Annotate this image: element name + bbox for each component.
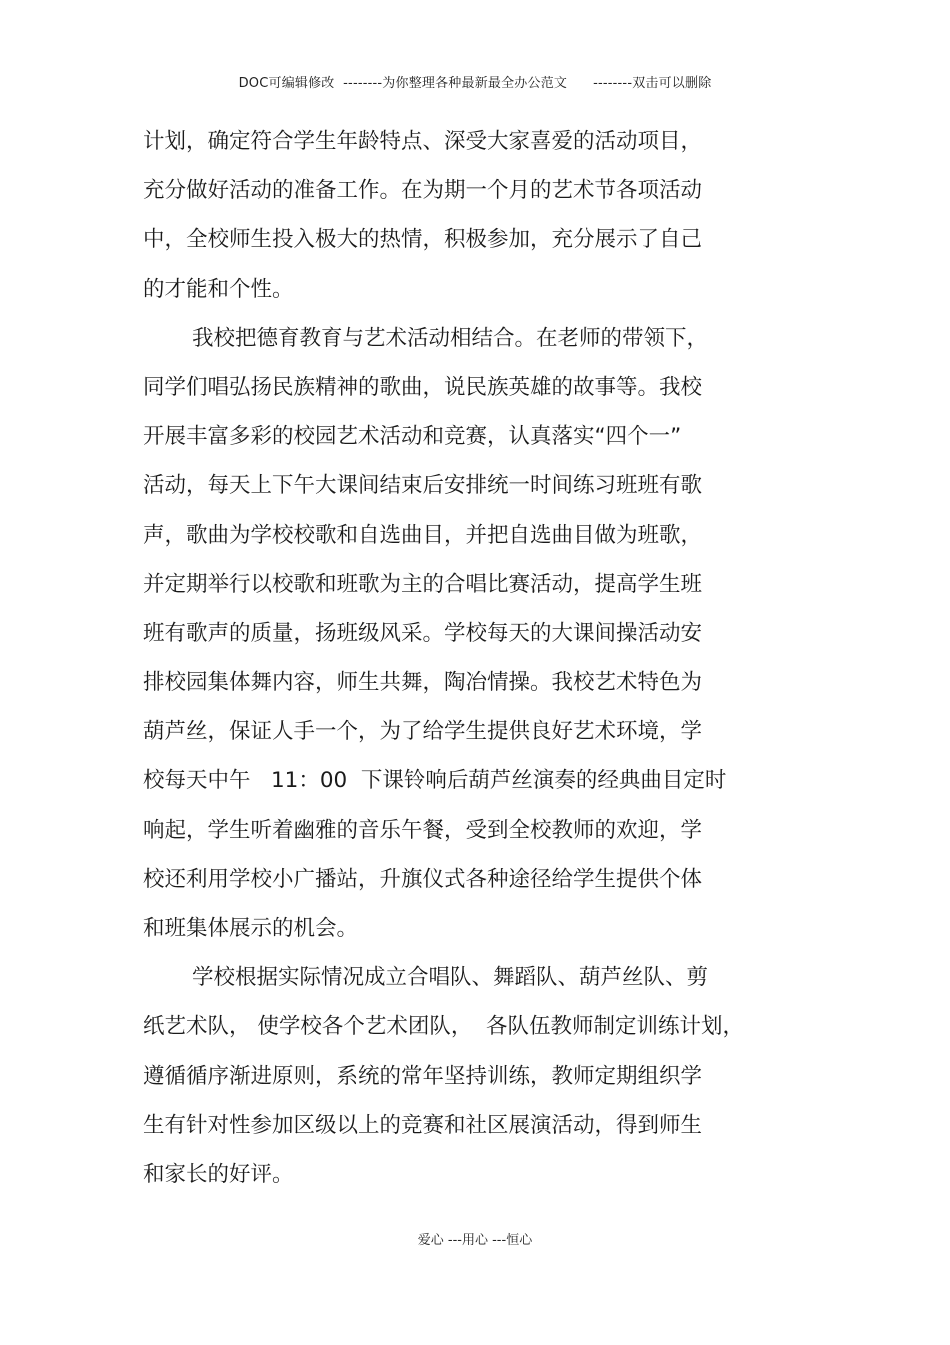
text-line: 计划，确定符合学生年龄特点、深受大家喜爱的活动项目， bbox=[143, 129, 703, 154]
text-line: 充分做好活动的准备工作。在为期一个月的艺术节各项活动 bbox=[143, 178, 703, 204]
text-line: 中，全校师生投入极大的热情，积极参加，充分展示了自己 bbox=[143, 227, 703, 253]
text-line: 的才能和个性。 bbox=[143, 276, 294, 302]
text-line: 同学们唱弘扬民族精神的歌曲，说民族英雄的故事等。我校 bbox=[143, 374, 703, 400]
text-line: 响起，学生听着幽雅的音乐午餐，受到全校教师的欢迎，学 bbox=[143, 817, 703, 843]
text-line: 开展丰富多彩的校园艺术活动和竞赛，认真落实“四个一” bbox=[143, 424, 682, 450]
text-line: 校还利用学校小广播站，升旗仪式各种途径给学生提供个体 bbox=[143, 866, 703, 892]
page-header: DOC可编辑修改 --------为你整理各种最新最全办公范文 --------双击可以删除 bbox=[238, 76, 712, 91]
text-line: 声，歌曲为学校校歌和自选曲目，并把自选曲目做为班歌， bbox=[143, 522, 703, 548]
text-line: 生有针对性参加区级以上的竞赛和社区展演活动，得到师生 bbox=[143, 1112, 703, 1138]
page-footer: 爱心 ---用心 ---恒心 bbox=[417, 1233, 533, 1248]
text-line: 活动，每天上下午大课间结束后安排统一时间练习班班有歌 bbox=[143, 473, 703, 499]
text-line: 纸艺术队， 使学校各个艺术团队， 各队伍教师制定训练计划， bbox=[143, 1014, 745, 1040]
text-line: 和家长的好评。 bbox=[143, 1161, 294, 1187]
paragraph-first-line: 学校根据实际情况成立合唱队、舞蹈队、葫芦丝队、剪 bbox=[192, 965, 709, 991]
text-line: 和班集体展示的机会。 bbox=[143, 916, 359, 941]
text-line: 并定期举行以校歌和班歌为主的合唱比赛活动，提高学生班 bbox=[143, 571, 703, 597]
text-line: 校每天中午 11：00 下课铃响后葫芦丝演奏的经典曲目定时 bbox=[143, 768, 727, 794]
text-line: 排校园集体舞内容，师生共舞，陶冶情操。我校艺术特色为 bbox=[143, 670, 703, 696]
paragraph-first-line: 我校把德育教育与艺术活动相结合。在老师的带领下， bbox=[192, 325, 709, 351]
document-body bbox=[143, 122, 783, 1204]
text-line: 班有歌声的质量，扬班级风采。学校每天的大课间操活动安 bbox=[143, 620, 703, 646]
text-line: 葫芦丝，保证人手一个，为了给学生提供良好艺术环境，学 bbox=[143, 719, 703, 745]
text-line: 遵循循序渐进原则，系统的常年坚持训练，教师定期组织学 bbox=[143, 1063, 703, 1089]
